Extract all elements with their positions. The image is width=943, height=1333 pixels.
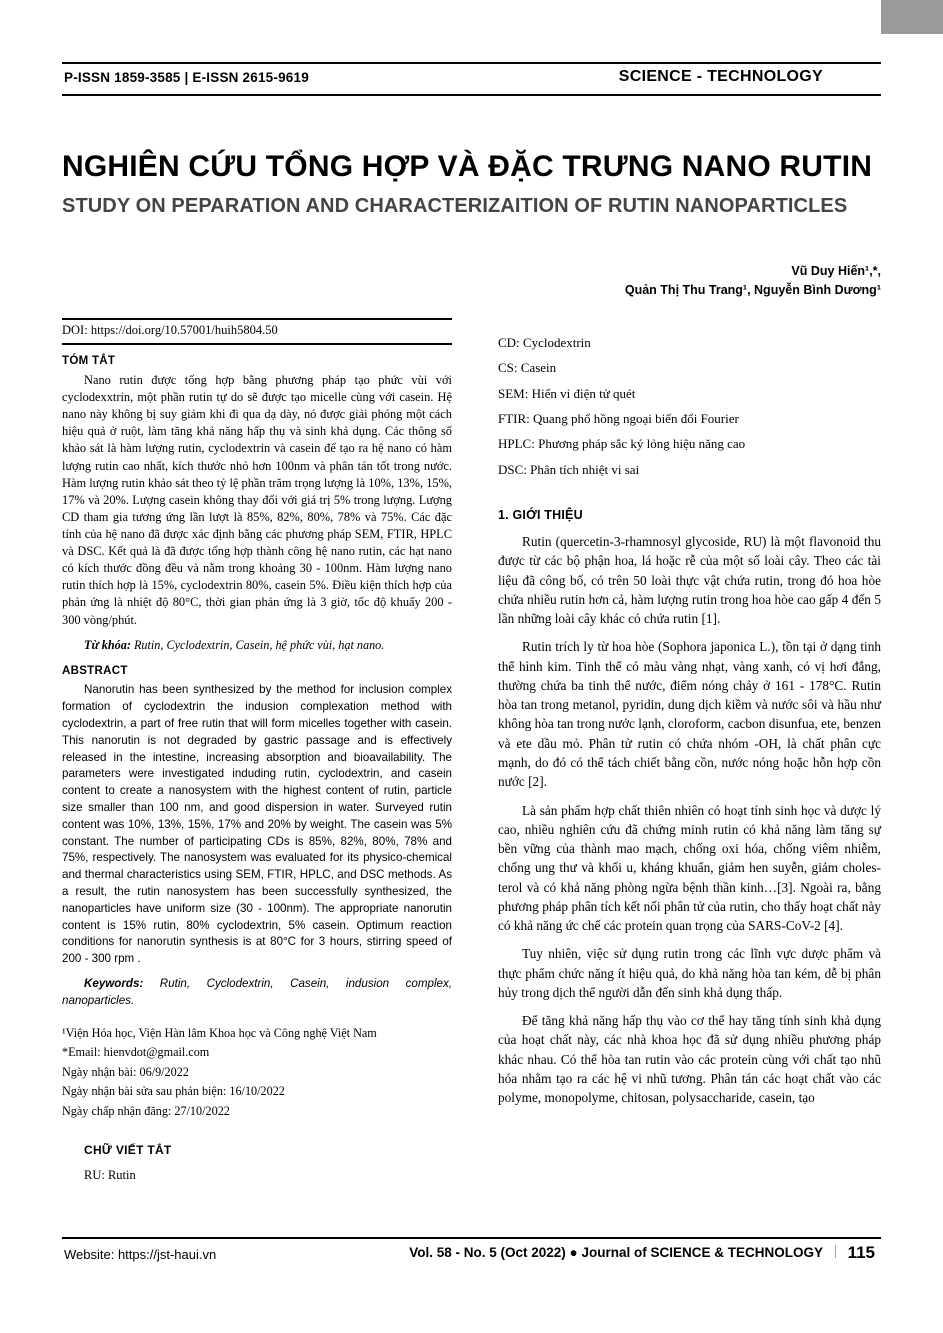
abstract-en-heading: ABSTRACT [62,665,128,678]
doi-text[interactable]: DOI: https://doi.org/10.57001/huih5804.50 [62,323,278,337]
page-subtitle: STUDY ON PEPARATION AND CHARACTERIZAITION OF RUTIN NANOPARTICLES [62,195,848,217]
introduction-heading: 1. GIỚI THIỆU [498,508,583,523]
affiliation-block [62,1024,452,1122]
affiliation-line-1: ¹Viện Hóa học, Viện Hàn lâm Khoa học và Công nghệ Việt Nam [62,1025,377,1040]
abbreviation-item: RU: Rutin [84,1168,136,1183]
keywords-en-label: Keywords: [84,977,144,991]
footer-rule [62,1237,881,1239]
abstract-vn-text: Nano rutin được tổng hợp bằng phương pháp tạo phức vùi với cyclodexxtrin, một phần rutin tự do sẽ được tạo micelle cùng với casein. Hệ nano này không bị suy giảm khi đi qua dạ dày, nó được giải phóng một cách hiệu quả ở ruột, làm tăng khả năng hấp thụ và sinh khả dụng. Các thông số khảo sát là hàm lượng rutin, cyclodextrin và casein để tạo ra hệ nano có hàm lượng rutin cao nhất, kích thước nhỏ hơn 100nm và phân tán tốt trong nước. Hàm lượng rutin khảo sát theo tỷ lệ phần trăm trọng lượng là 10%, 13%, 15%, 17% và 20%. Lượng casein không thay đổi với giá trị 5% trong lượng. Lượng CD tham gia tương ứng lần lượt là 85%, 82%, 80%, 78% và 75%. Các đặc tính của hệ nano đã được xác định bằng các phương pháp SEM, FTIR, HPLC và DSC. Kết quả là đã được tổng hợp thành công hệ nano rutin, các hạt nano có kích thước đồng đều và nằm trong khoảng 30 - 100nm. Hàm lượng nano rutin thích hợp là 15%, cyclodextrin 80%, casein 5%. Điều kiện thích hợp của phản ứng là nhiệt độ 80°C, thời gian phản ứng là 3 giờ, tốc độ khuấy 200 - 300 vòng/phút. [62,373,452,627]
header-rule-top [62,62,881,64]
abbreviation-item: SEM: Hiển vi điện tử quét [498,385,636,401]
keywords-en [62,976,452,1010]
section-title: SCIENCE - TECHNOLOGY [618,68,823,85]
introduction-paragraph: Tuy nhiên, việc sử dụng rutin trong các lĩnh vực dược phẩm và thực phẩm chức năng ít hiệu quả, do khả năng hòa tan kém, dễ bị phân hủy trong dịch thể người dẫn đến sinh khả dụng thấp. [498,946,881,1000]
title-block [62,150,881,218]
left-column [62,318,452,1187]
bullet-separator: ● [569,1245,578,1260]
issn-text: P-ISSN 1859-3585 | E-ISSN 2615-9619 [64,70,309,85]
author-line-2: Quản Thị Thu Trang¹, Nguyễn Bình Dương¹ [624,283,881,298]
abstract-en-text: Nanorutin has been synthesized by the method for inclusion complex formation of cyclodextrin the indusion complexation method with cyclodextrin, a part of free rutin that will form micelles together with casein. This nanorutin is not degraded by gastric passage and is effectively released in the intestine, increasing absorption and bioavailability. The parameters were investigated induding rutin, cyclodextrin, and casein content to create a nanosystem with the highest content of rutin, particle size smaller than 100 nm, and good dispersion in water. Surveyed rutin content was 10%, 13%, 15%, 17% and 20% by weight. The casein was 5% constant. The number of participating CDs is 85%, 82%, 80%, 78% and 75%, respectively. The nanosystem was evaluated for its physico-chemical and thermal characteristics using SEM, FTIR, HPLC, and DSC methods. As a result, the rutin nanosystem has been successfully synthesized, the nanoparticles have uniform size (30 - 100nm). The appropriate nanorutin content is 15% rutin, 80% cyclodextrin, 5% casein. Optimum reaction conditions for nanorutin synthesis is at 80°C for 3 hours, stirring speed of 200 - 300 rpm . [62,683,452,966]
page-title: NGHIÊN CỨU TỔNG HỢP VÀ ĐẶC TRƯNG NANO RUTIN [62,150,873,183]
introduction-paragraph: Rutin (quercetin-3-rhamnosyl glycoside, RU) là một flavonoid thu được từ các bộ phận hoa, lá hoặc rễ của một số loài cây. Theo các tài liệu đã công bố, có trên 50 loài thực vật chứa rutin, trong đó hoa hòe chứa nhiều rutin hơn cả, hàm lượng rutin trong hoa hòe cao gấp 4 đến 5 lần những loài cây khác có chứa rutin [1]. [498,534,881,627]
header-gray-block [881,0,943,34]
page-separator: | [833,1243,837,1259]
keywords-vn [62,637,452,654]
page-footer [62,1237,881,1267]
abbreviation-item: CD: Cyclodextrin [498,335,591,350]
journal-name: Journal of SCIENCE & TECHNOLOGY [581,1245,823,1260]
affiliation-email[interactable]: *Email: hienvdot@gmail.com [62,1045,210,1060]
header-rule-bottom [62,94,881,96]
author-line-1: Vũ Duy Hiến¹,*, [791,264,881,278]
keywords-vn-label: Từ khóa: [84,637,131,652]
abbreviation-item: DSC: Phân tích nhiệt vi sai [498,461,640,477]
introduction-paragraph: Rutin trích ly từ hoa hòe (Sophora japonica L.), tồn tại ở dạng tinh thể hình kim. Tinh thể có màu vàng nhạt, vàng xanh, có vị hơi đắng, thường chứa ba tinh thể nước, điểm nóng chảy ở 161 - 178°C. Rutin hòa tan trong metanol, pyridin, dung dịch kiềm và nước sôi và hầu như không hòa tan trong nước lạnh, cloroform, cacbon disunfua, ete, benzen và ete dầu mỏ. Phân tử rutin có chứa nhóm -OH, là chất phân cực mạnh, do đó có thể tách chiết bằng cồn, nước nóng hoặc hỗn hợp cồn nước [2]. [498,639,881,790]
page-header [62,62,881,96]
abbreviation-item: FTIR: Quang phổ hồng ngoại biến đổi Fourier [498,411,739,427]
introduction-paragraph: Để tăng khả năng hấp thụ vào cơ thể hay tăng tính sinh khả dụng của hoạt chất này, các nhà khoa học đã sử dụng nhiều phương pháp khác nhau. Có thể hòa tan rutin vào các protein cùng với chất tạo nhũ hóa nhằm tạo ra các hệ vi nhũ tương. Phân tán các hoạt chất vào các polyme, monopolyme, chitosan, polysaccharide, casein, tạo [498,1013,881,1106]
volume-info: Vol. 58 - No. 5 (Oct 2022) [409,1245,566,1260]
keywords-en-value: Rutin, Cyclodextrin, Casein, indusion complex, nanoparticles. [62,977,452,1007]
website-link[interactable]: Website: https://jst-haui.vn [64,1247,217,1262]
footer-citation [409,1245,823,1260]
page-number: 115 [847,1243,875,1262]
revised-date: Ngày nhận bài sửa sau phản biện: 16/10/2022 [62,1084,285,1099]
accepted-date: Ngày chấp nhận đăng: 27/10/2022 [62,1103,230,1118]
keywords-vn-value: Rutin, Cyclodextrin, Casein, hệ phức vùi, hạt nano. [133,637,385,652]
abbreviation-item: CS: Casein [498,360,557,376]
right-column [498,330,881,1117]
introduction-paragraph: Là sản phẩm hợp chất thiên nhiên có hoạt tính sinh học và dược lý cao, nhiều nghiên cứu đã chứng minh rutin có khả năng làm tăng sự bền vững của thành mao mạch, chống oxi hóa, chống viêm nhiễm, chống ung thư và khối u, kháng khuẩn, giảm hen suyễn, giảm choles-terol và có khả năng phòng ngừa bệnh thần kinh…[3]. Ngoài ra, bằng phương pháp phân tích kết nối phân tử của rutin, cho thấy hoạt chất này có khả năng ức chế các protein quan trọng của SARS-CoV-2 [4]. [498,802,881,934]
abstract-vn-heading: TÓM TẮT [62,355,116,367]
abbreviations-heading: CHỮ VIẾT TẮT [84,1143,172,1158]
doi-rule-bottom [62,343,452,345]
received-date: Ngày nhận bài: 06/9/2022 [62,1064,189,1079]
abbreviation-item: HPLC: Phương pháp sắc ký lỏng hiệu năng cao [498,436,746,452]
author-list [421,262,881,301]
